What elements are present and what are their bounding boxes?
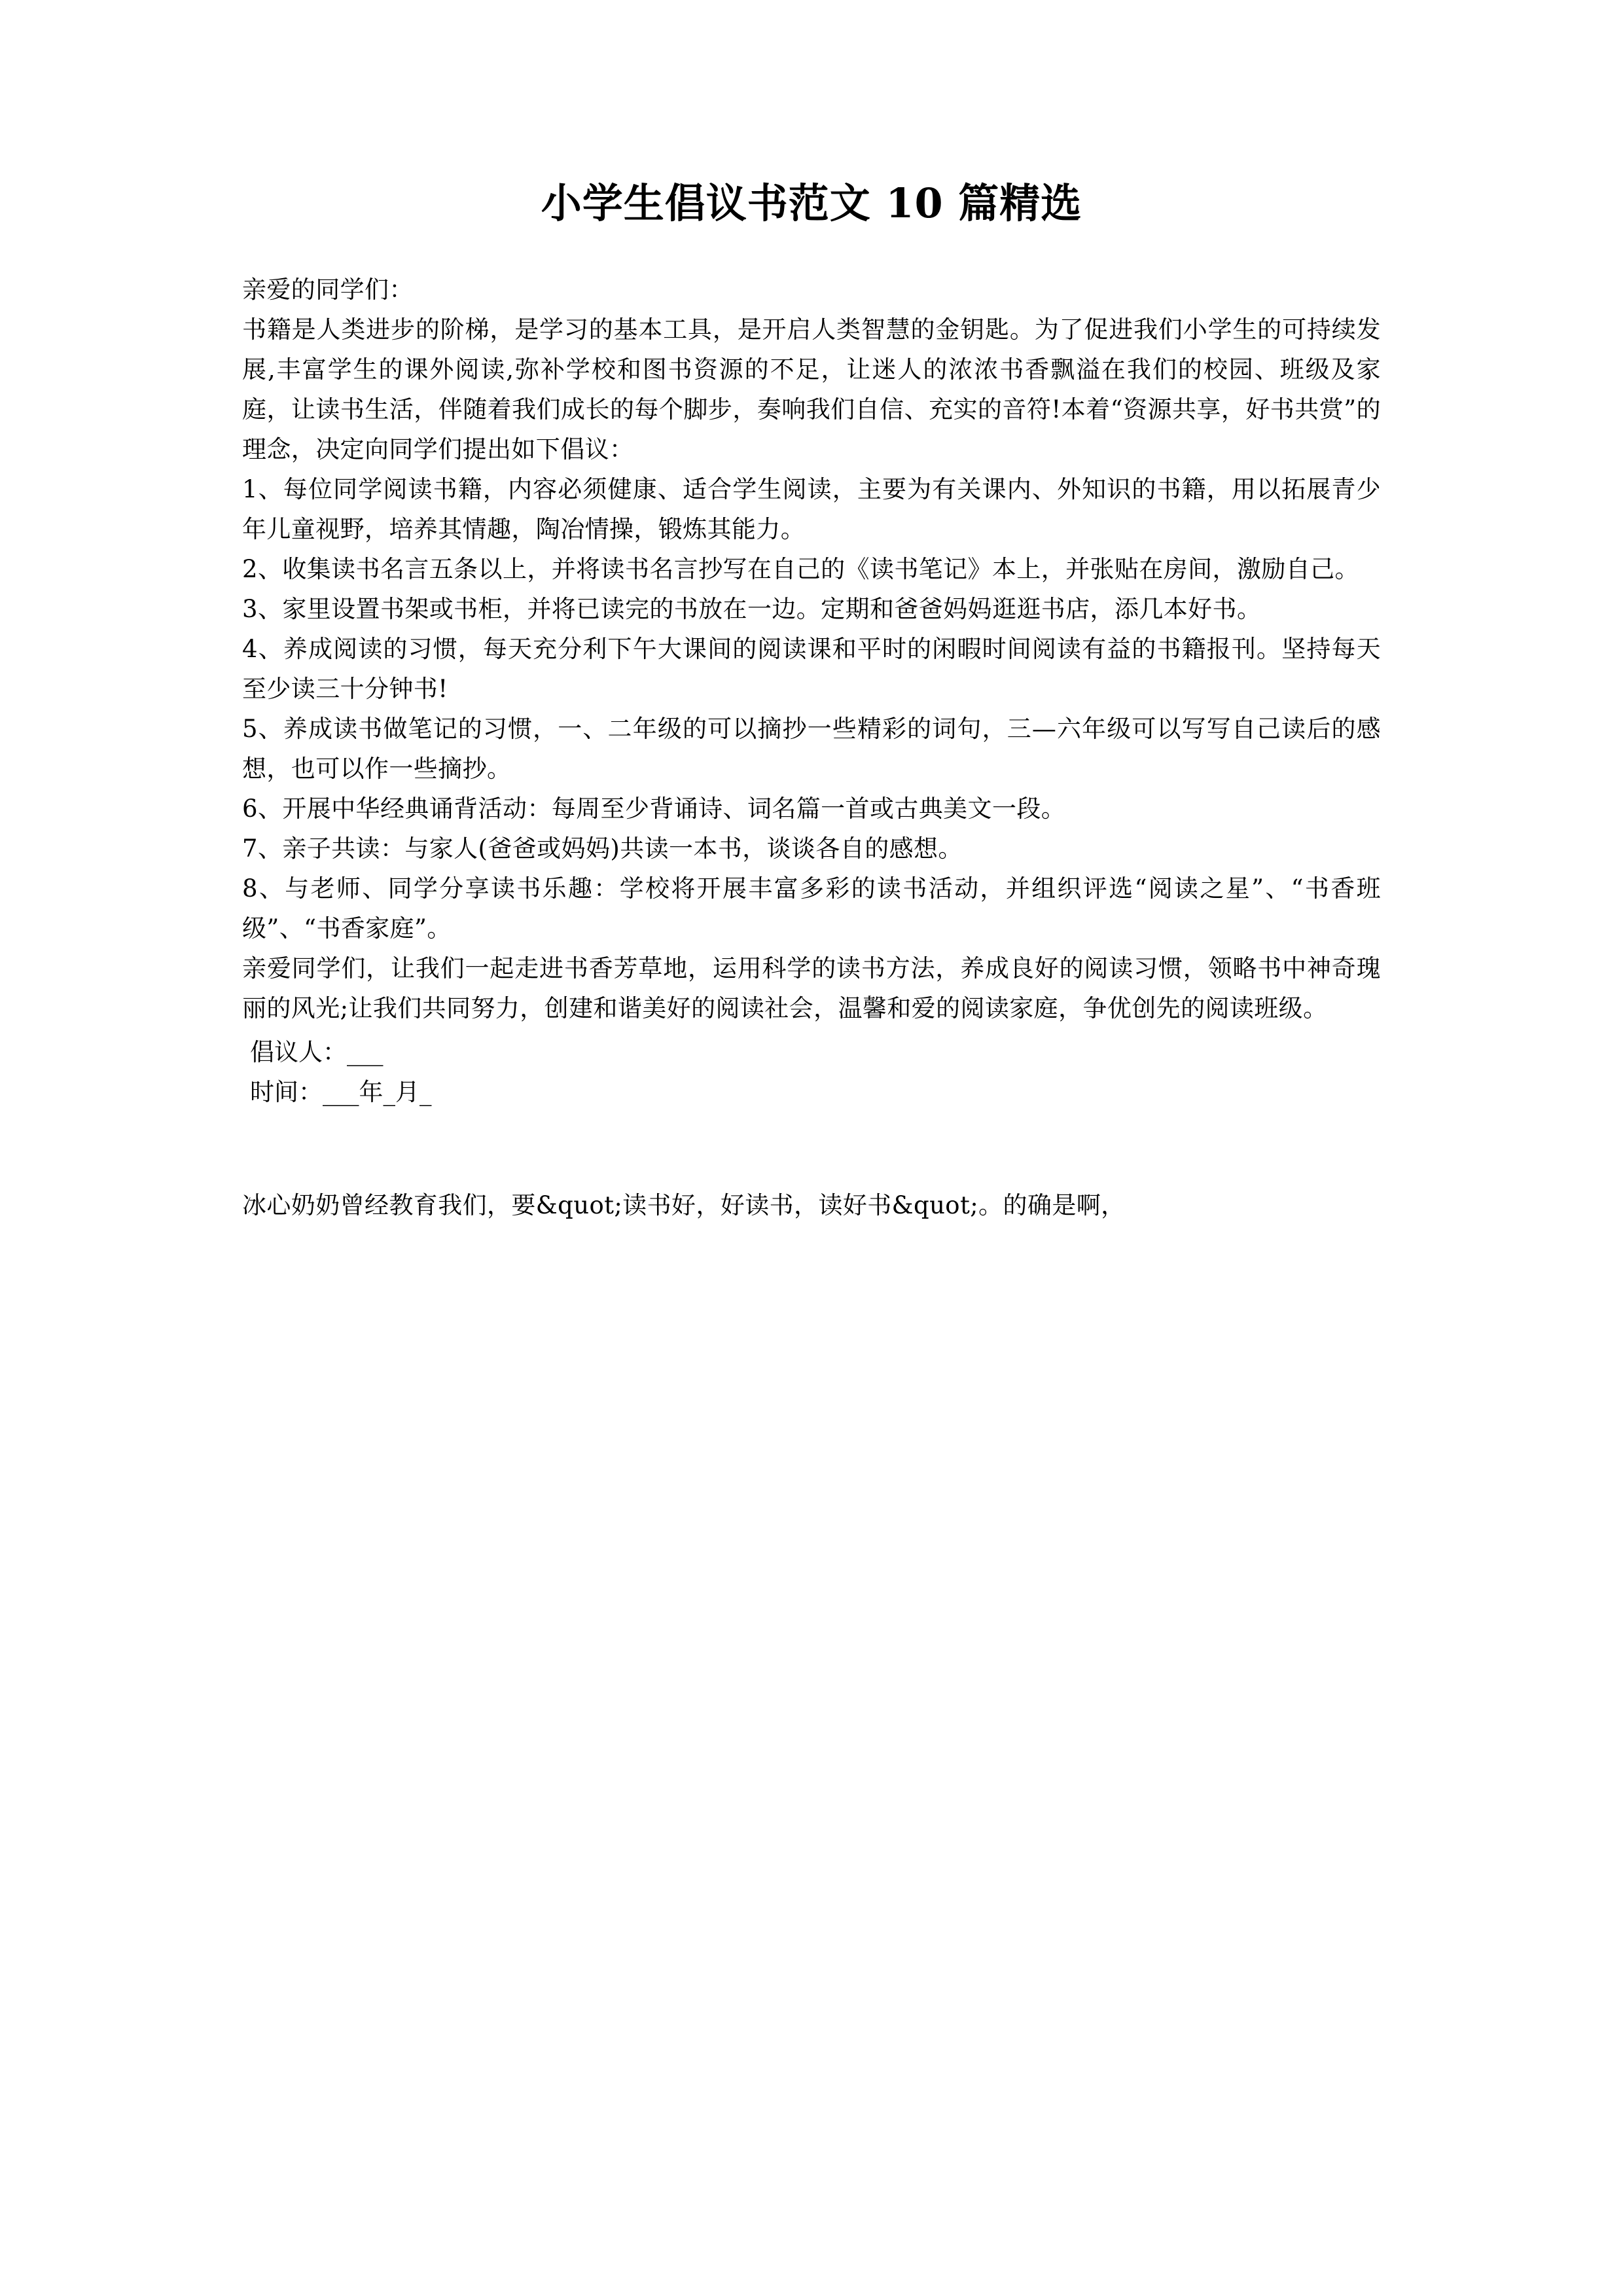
closing-paragraph: 亲爱同学们，让我们一起走进书香芳草地，运用科学的读书方法，养成良好的阅读习惯，领略书中神奇瑰丽的风光;让我们共同努力，创建和谐美好的阅读社会，温馨和爱的阅读家庭，争优创先的阅读班级。	[242, 954, 1381, 1022]
proposal-item-2: 2、收集读书名言五条以上，并将读书名言抄写在自己的《读书笔记》本上，并张贴在房间，激励自己。	[242, 554, 1359, 583]
proposal-item-3: 3、家里设置书架或书柜，并将已读完的书放在一边。定期和爸爸妈妈逛逛书店，添几本好书。	[242, 594, 1262, 623]
signature-line: 倡议人：___	[250, 1037, 383, 1066]
proposal-item-5: 5、养成读书做笔记的习惯，一、二年级的可以摘抄一些精彩的词句，三—六年级可以写写自己读后的感想，也可以作一些摘抄。	[242, 714, 1381, 783]
intro-paragraph: 书籍是人类进步的阶梯，是学习的基本工具，是开启人类智慧的金钥匙。为了促进我们小学生的可持续发展,丰富学生的课外阅读,弥补学校和图书资源的不足，让迷人的浓浓书香飘溢在我们的校园、班级及家庭，让读书生活，伴随着我们成长的每个脚步，奏响我们自信、充实的音符!本着“资源共享，好书共赏”的理念，决定向同学们提出如下倡议：	[242, 315, 1381, 463]
proposal-item-6: 6、开展中华经典诵背活动：每周至少背诵诗、词名篇一首或古典美文一段。	[242, 794, 1066, 823]
document-body	[242, 0, 1381, 1225]
proposal-item-7: 7、亲子共读：与家人(爸爸或妈妈)共读一本书，谈谈各自的感想。	[242, 834, 963, 863]
proposal-item-8: 8、与老师、同学分享读书乐趣：学校将开展丰富多彩的读书活动，并组织评选“阅读之星”、“书香班级”、“书香家庭”。	[242, 874, 1381, 942]
date-line: 时间：___年_月_	[250, 1077, 432, 1106]
next-section-paragraph: 冰心奶奶曾经教育我们，要&quot;读书好，好读书，读好书&quot;。的确是啊，	[242, 1191, 1126, 1219]
salutation: 亲爱的同学们：	[242, 275, 414, 304]
document-content	[242, 270, 1381, 1225]
proposal-item-4: 4、养成阅读的习惯，每天充分利下午大课间的阅读课和平时的闲暇时间阅读有益的书籍报刊。坚持每天至少读三十分钟书!	[242, 634, 1381, 703]
page-title: 小学生倡议书范文 10 篇精选	[541, 179, 1082, 227]
proposal-item-1: 1、每位同学阅读书籍，内容必须健康、适合学生阅读，主要为有关课内、外知识的书籍，用以拓展青少年儿童视野，培养其情趣，陶冶情操，锻炼其能力。	[242, 475, 1381, 543]
section-spacer	[242, 1112, 1381, 1185]
